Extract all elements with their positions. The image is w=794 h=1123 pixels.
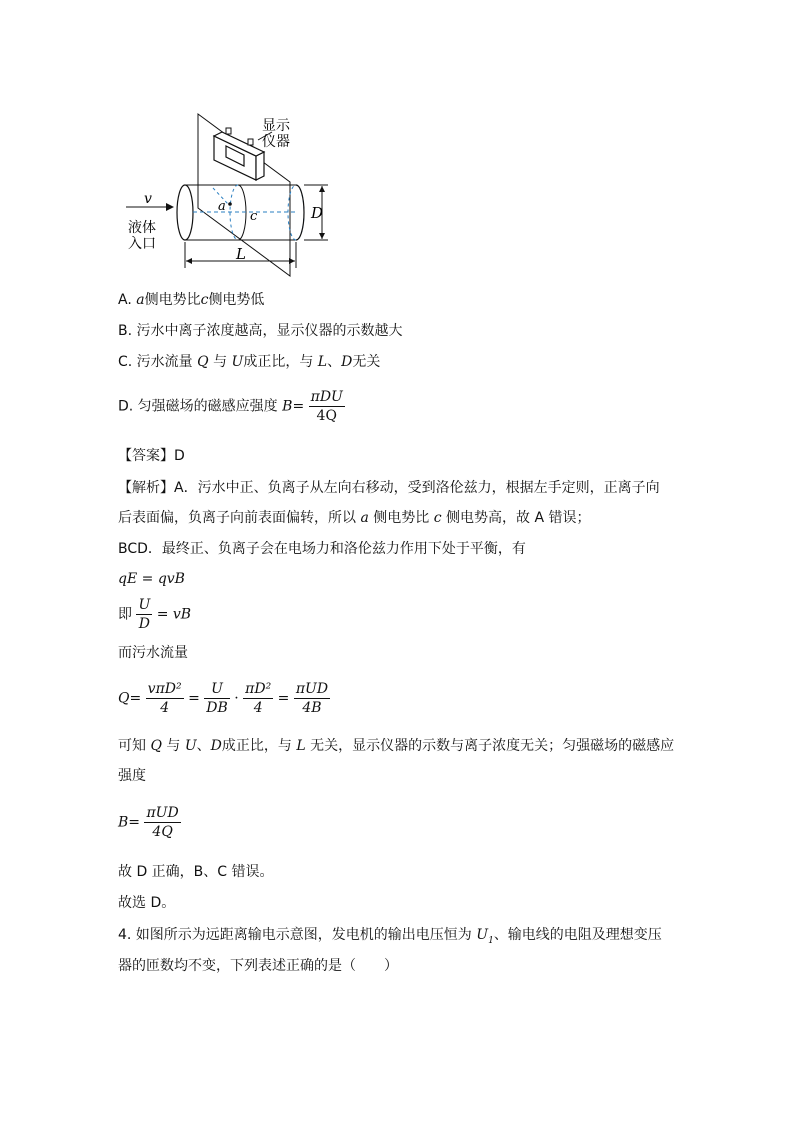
diameter-label: D — [311, 204, 324, 222]
point-a-label: a — [218, 199, 226, 214]
analysis-line-3: BCD．最终正、负离子会在电场力和洛伦兹力作用下处于平衡，有 — [118, 541, 526, 557]
equation-2: 即 $\frac{U}{D}$ = vB — [118, 597, 192, 632]
analysis-line-4: 可知 Q 与 U、D成正比，与 L 无关，显示仪器的示数与离子浓度无关；匀强磁场的磁感应 — [118, 738, 675, 754]
velocity-label: v — [144, 191, 152, 207]
option-d-fraction: $\frac{\text{πDU}}{4Q}$ — [310, 389, 343, 424]
inlet-label-1: 液体 — [128, 220, 156, 236]
option-b: B. 污水中离子浓度越高，显示仪器的示数越大 — [118, 323, 403, 339]
inlet-label-2: 入口 — [128, 236, 156, 252]
equation-3: Q= $\frac{\text{vπD²}}{4}$ = $\frac{U}{DB}$ · $\frac{\text{πD²}}{4}$ = $\frac{\text{πUD}}{4B}$ — [118, 681, 329, 716]
analysis-line-5: 强度 — [118, 768, 146, 784]
display-label-1: 显示 — [262, 118, 290, 134]
flowmeter-figure — [118, 108, 348, 278]
display-instrument — [214, 128, 264, 180]
option-c: C. 污水流量 Q 与 U成正比，与 L、D无关 — [118, 354, 381, 370]
answer: 【答案】D — [118, 448, 185, 464]
pipe-cylinder — [177, 185, 304, 240]
option-a: A. a侧电势比c侧电势低 — [118, 292, 265, 308]
conclusion-1: 故 D 正确，B、C 错误。 — [118, 864, 274, 880]
equation-4: B= $\frac{\text{πUD}}{4Q}$ — [118, 805, 179, 840]
length-label: L — [236, 245, 246, 263]
analysis-line-2: 后表面偏，负离子向前表面偏转，所以 a 侧电势比 c 侧电势高，故 A 错误； — [118, 510, 591, 526]
option-d: D. 匀强磁场的磁感应强度 B= $\frac{\text{πDU}}{4Q}$ — [118, 389, 343, 424]
display-label-2: 仪器 — [262, 134, 290, 150]
equation-1: qE = qvB — [118, 571, 185, 587]
question-4-line-2: 器的匝数均不变，下列表述正确的是（ ） — [118, 958, 398, 974]
question-4-line-1: 4. 如图所示为远距离输电示意图，发电机的输出电压恒为 $U_1$、输电线的电阻及理想变压 — [118, 927, 662, 946]
analysis-line-1: 【解析】A．污水中正、负离子从左向右移动，受到洛伦兹力，根据左手定则，正离子向 — [118, 480, 660, 496]
point-c-label: c — [250, 209, 258, 224]
flow-text: 而污水流量 — [118, 645, 188, 661]
conclusion-2: 故选 D。 — [118, 895, 176, 911]
